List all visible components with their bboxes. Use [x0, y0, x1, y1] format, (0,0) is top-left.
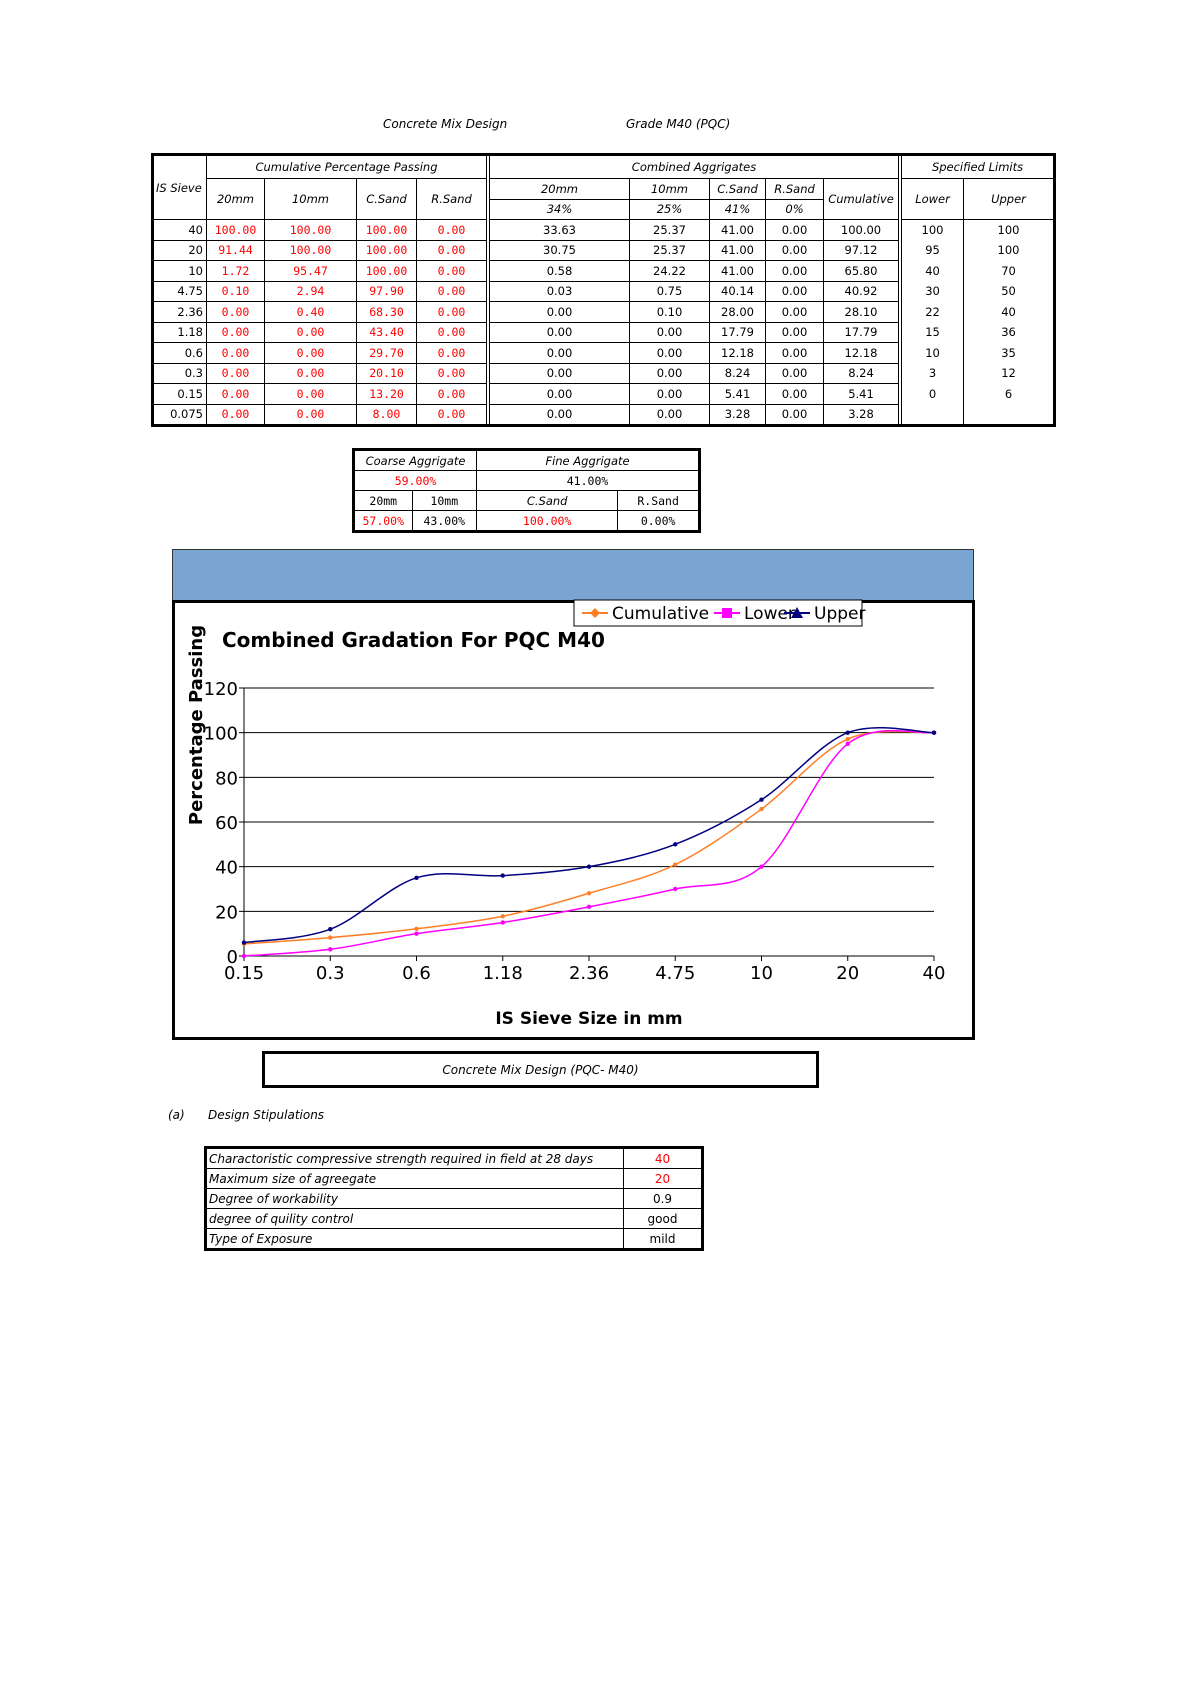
cum-col-header: C.Sand [357, 179, 417, 220]
cum-value-cell: 100.00 [357, 240, 417, 261]
comb-value-cell: 41.00 [710, 220, 766, 241]
cum-value-cell: 0.00 [417, 220, 487, 241]
table-row [153, 384, 1055, 405]
data-point-cumulative [846, 737, 850, 741]
upper-limit-cell: 36 [964, 322, 1055, 343]
comb-value-cell: 24.22 [630, 261, 710, 282]
comb-value-cell: 0.00 [766, 281, 824, 302]
lower-limit-cell: 40 [902, 261, 964, 282]
combined-group-header: Combined Aggrigates [490, 155, 899, 179]
stipulation-value: good [624, 1209, 703, 1229]
data-point-lower [846, 742, 850, 746]
limits-group-header: Specified Limits [902, 155, 1055, 179]
comb-value-cell: 0.00 [766, 261, 824, 282]
series-line-lower [244, 731, 934, 956]
coarse-aggregate-value: 59.00% [354, 471, 477, 491]
legend-label-upper: Upper [814, 604, 866, 624]
cum-value-cell: 0.00 [417, 302, 487, 323]
coarse-aggregate-label: Coarse Aggrigate [354, 450, 477, 471]
gradation-chart [172, 540, 982, 1040]
cum-value-cell: 0.00 [207, 322, 265, 343]
stipulations-label: (a) [168, 1108, 185, 1122]
cumulative-col-header: Cumulative [824, 179, 899, 220]
legend-label-cumulative: Cumulative [612, 604, 710, 624]
stipulation-label: degree of quility control [206, 1209, 624, 1229]
comb-value-cell: 0.00 [766, 322, 824, 343]
table-row [206, 1189, 703, 1209]
table-row [206, 1169, 703, 1189]
lower-limit-cell: 95 [902, 240, 964, 261]
data-point-lower [328, 947, 332, 951]
comb-value-cell: 3.28 [710, 404, 766, 426]
cum-value-cell: 2.94 [265, 281, 357, 302]
cumulative-value-cell: 40.92 [824, 281, 899, 302]
comb-col-header: R.Sand [766, 179, 824, 200]
ratio-value-rsand: 0.00% [618, 511, 700, 532]
cum-value-cell: 13.20 [357, 384, 417, 405]
comb-value-cell: 0.00 [766, 302, 824, 323]
comb-value-cell: 0.00 [630, 363, 710, 384]
cum-value-cell: 0.00 [417, 343, 487, 364]
data-point-lower [501, 920, 505, 924]
stipulation-value: 0.9 [624, 1189, 703, 1209]
comb-value-cell: 0.00 [490, 302, 630, 323]
cumulative-value-cell: 65.80 [824, 261, 899, 282]
table-row [153, 404, 1055, 426]
stipulation-value: 20 [624, 1169, 703, 1189]
upper-col-header: Upper [964, 179, 1055, 220]
doc-title: Concrete Mix Design [383, 117, 508, 131]
data-point-cumulative [587, 891, 591, 895]
comb-value-cell: 0.00 [766, 363, 824, 384]
sieve-size-cell: 0.075 [153, 404, 207, 426]
cumulative-value-cell: 100.00 [824, 220, 899, 241]
upper-limit-cell [964, 404, 1055, 426]
data-point-upper [587, 864, 591, 868]
doc-grade: Grade M40 (PQC) [626, 117, 731, 131]
fine-aggregate-value: 41.00% [477, 471, 700, 491]
cum-value-cell: 0.00 [265, 363, 357, 384]
data-point-lower [242, 954, 246, 958]
cum-value-cell: 0.00 [207, 384, 265, 405]
upper-limit-cell: 35 [964, 343, 1055, 364]
stipulation-label: Degree of workability [206, 1189, 624, 1209]
ratio-col-rsand: R.Sand [618, 491, 700, 511]
comb-value-cell: 0.00 [630, 322, 710, 343]
table-row [153, 322, 1055, 343]
comb-value-cell: 0.00 [630, 404, 710, 426]
stipulation-label: Maximum size of agreegate [206, 1169, 624, 1189]
cum-value-cell: 100.00 [265, 220, 357, 241]
comb-value-cell: 0.10 [630, 302, 710, 323]
lower-limit-cell: 10 [902, 343, 964, 364]
lower-limit-cell [902, 404, 964, 426]
cum-value-cell: 100.00 [207, 220, 265, 241]
y-tick-label: 20 [215, 902, 238, 924]
x-tick-label: 1.18 [482, 963, 523, 984]
sieve-size-cell: 2.36 [153, 302, 207, 323]
ratio-col-csand: C.Sand [477, 491, 618, 511]
cumulative-value-cell: 17.79 [824, 322, 899, 343]
cum-value-cell: 0.00 [417, 322, 487, 343]
upper-limit-cell: 12 [964, 363, 1055, 384]
cum-value-cell: 97.90 [357, 281, 417, 302]
gradation-table [151, 153, 1056, 427]
comb-value-cell: 41.00 [710, 261, 766, 282]
cum-value-cell: 1.72 [207, 261, 265, 282]
comb-value-cell: 17.79 [710, 322, 766, 343]
comb-value-cell: 25.37 [630, 240, 710, 261]
lower-col-header: Lower [902, 179, 964, 220]
data-point-lower [587, 905, 591, 909]
comb-value-cell: 0.00 [766, 240, 824, 261]
cum-value-cell: 0.40 [265, 302, 357, 323]
cum-value-cell: 20.10 [357, 363, 417, 384]
table-row [206, 1229, 703, 1250]
lower-limit-cell: 30 [902, 281, 964, 302]
data-point-upper [759, 797, 763, 801]
cum-value-cell: 100.00 [265, 240, 357, 261]
y-tick-label: 100 [203, 723, 238, 745]
sieve-size-cell: 4.75 [153, 281, 207, 302]
x-axis-label: IS Sieve Size in mm [495, 1009, 683, 1029]
x-tick-label: 0.15 [223, 963, 265, 984]
cum-value-cell: 0.00 [207, 363, 265, 384]
ratio-value-10mm: 43.00% [412, 511, 477, 532]
comb-value-cell: 0.00 [630, 343, 710, 364]
cumulative-group-header: Cumulative Percentage Passing [207, 155, 487, 179]
lower-limit-cell: 3 [902, 363, 964, 384]
comb-value-cell: 25.37 [630, 220, 710, 241]
table-row [153, 261, 1055, 282]
comb-value-cell: 28.00 [710, 302, 766, 323]
data-point-upper [328, 927, 332, 931]
comb-value-cell: 0.75 [630, 281, 710, 302]
comb-value-cell: 30.75 [490, 240, 630, 261]
x-tick-label: 2.36 [568, 963, 610, 984]
stipulation-value: 40 [624, 1148, 703, 1169]
stipulations-title: Design Stipulations [208, 1108, 325, 1122]
data-point-upper [414, 876, 418, 880]
y-tick-label: 0 [226, 947, 238, 968]
x-tick-label: 40 [922, 963, 946, 984]
upper-limit-cell: 50 [964, 281, 1055, 302]
ratio-value-csand: 100.00% [477, 511, 618, 532]
cum-value-cell: 8.00 [357, 404, 417, 426]
mix-design-caption: Concrete Mix Design (PQC- M40) [262, 1051, 819, 1088]
table-row [153, 281, 1055, 302]
sieve-size-cell: 1.18 [153, 322, 207, 343]
table-row [153, 363, 1055, 384]
cumulative-value-cell: 12.18 [824, 343, 899, 364]
cum-value-cell: 95.47 [265, 261, 357, 282]
comb-pct-header: 41% [710, 199, 766, 220]
upper-limit-cell: 70 [964, 261, 1055, 282]
data-point-lower [759, 864, 763, 868]
comb-value-cell: 12.18 [710, 343, 766, 364]
data-point-cumulative [759, 807, 763, 811]
comb-value-cell: 5.41 [710, 384, 766, 405]
stipulation-label: Type of Exposure [206, 1229, 624, 1250]
comb-value-cell: 41.00 [710, 240, 766, 261]
comb-value-cell: 0.58 [490, 261, 630, 282]
y-tick-label: 80 [215, 768, 238, 790]
cum-value-cell: 0.00 [207, 404, 265, 426]
data-point-cumulative [501, 914, 505, 918]
comb-col-header: C.Sand [710, 179, 766, 200]
x-tick-label: 0.6 [402, 963, 431, 984]
comb-value-cell: 8.24 [710, 363, 766, 384]
data-point-upper [501, 873, 505, 877]
cum-value-cell: 0.00 [417, 404, 487, 426]
comb-value-cell: 0.00 [630, 384, 710, 405]
upper-limit-cell: 6 [964, 384, 1055, 405]
cum-col-header: R.Sand [417, 179, 487, 220]
cumulative-value-cell: 97.12 [824, 240, 899, 261]
table-row [206, 1148, 703, 1169]
comb-value-cell: 0.00 [766, 220, 824, 241]
legend-marker-lower [722, 608, 732, 618]
table-row [153, 343, 1055, 364]
design-stipulations-table [204, 1146, 704, 1251]
y-axis-label: Percentage Passing [186, 624, 207, 826]
series-line-upper [244, 728, 934, 943]
comb-value-cell: 0.00 [766, 343, 824, 364]
cumulative-value-cell: 5.41 [824, 384, 899, 405]
cum-value-cell: 0.00 [265, 343, 357, 364]
sieve-size-cell: 40 [153, 220, 207, 241]
sieve-size-cell: 10 [153, 261, 207, 282]
table-row [153, 302, 1055, 323]
lower-limit-cell: 100 [902, 220, 964, 241]
x-tick-label: 10 [750, 963, 773, 984]
data-point-cumulative [414, 927, 418, 931]
cumulative-value-cell: 8.24 [824, 363, 899, 384]
comb-pct-header: 25% [630, 199, 710, 220]
data-point-upper [242, 940, 246, 944]
cumulative-value-cell: 28.10 [824, 302, 899, 323]
cum-value-cell: 0.00 [417, 261, 487, 282]
data-point-upper [932, 730, 936, 734]
fine-aggregate-label: Fine Aggrigate [477, 450, 700, 471]
data-point-cumulative [328, 935, 332, 939]
cum-col-header: 10mm [265, 179, 357, 220]
ratio-value-20mm: 57.00% [354, 511, 413, 532]
data-point-upper [846, 730, 850, 734]
y-tick-label: 60 [215, 813, 238, 834]
x-tick-label: 0.3 [315, 963, 345, 984]
stipulation-label: Charactoristic compressive strength required in field at 28 days [206, 1148, 624, 1169]
cum-value-cell: 43.40 [357, 322, 417, 343]
lower-limit-cell: 0 [902, 384, 964, 405]
cum-value-cell: 0.00 [417, 281, 487, 302]
comb-value-cell: 0.00 [766, 404, 824, 426]
chart-title: Combined Gradation For PQC M40 [222, 628, 605, 652]
cum-value-cell: 0.10 [207, 281, 265, 302]
data-point-upper [673, 842, 677, 846]
x-tick-label: 20 [836, 963, 860, 984]
stipulation-value: mild [624, 1229, 703, 1250]
comb-value-cell: 0.00 [490, 404, 630, 426]
cum-value-cell: 0.00 [265, 322, 357, 343]
comb-pct-header: 0% [766, 199, 824, 220]
cum-value-cell: 0.00 [207, 302, 265, 323]
comb-value-cell: 33.63 [490, 220, 630, 241]
table-row [153, 240, 1055, 261]
table-row [153, 220, 1055, 241]
comb-col-header: 20mm [490, 179, 630, 200]
cum-value-cell: 100.00 [357, 220, 417, 241]
data-point-lower [673, 887, 677, 891]
comb-col-header: 10mm [630, 179, 710, 200]
cumulative-value-cell: 3.28 [824, 404, 899, 426]
cum-value-cell: 0.00 [417, 384, 487, 405]
cum-value-cell: 0.00 [417, 363, 487, 384]
upper-limit-cell: 100 [964, 220, 1055, 241]
comb-pct-header: 34% [490, 199, 630, 220]
data-point-lower [414, 931, 418, 935]
comb-value-cell: 0.00 [766, 384, 824, 405]
cum-value-cell: 0.00 [265, 384, 357, 405]
cum-value-cell: 0.00 [207, 343, 265, 364]
cum-value-cell: 0.00 [265, 404, 357, 426]
upper-limit-cell: 100 [964, 240, 1055, 261]
data-point-cumulative [673, 862, 677, 866]
comb-value-cell: 0.00 [490, 343, 630, 364]
sieve-size-cell: 0.3 [153, 363, 207, 384]
sieve-size-cell: 0.6 [153, 343, 207, 364]
ratio-col-10mm: 10mm [412, 491, 477, 511]
lower-limit-cell: 22 [902, 302, 964, 323]
y-tick-label: 40 [215, 857, 238, 879]
aggregate-ratio-table [352, 448, 701, 533]
sieve-size-cell: 0.15 [153, 384, 207, 405]
table-row [206, 1209, 703, 1229]
cum-value-cell: 0.00 [417, 240, 487, 261]
sieve-size-cell: 20 [153, 240, 207, 261]
comb-value-cell: 0.00 [490, 363, 630, 384]
cum-value-cell: 100.00 [357, 261, 417, 282]
ratio-col-20mm: 20mm [354, 491, 413, 511]
legend-label-lower: Lower [744, 604, 795, 624]
cum-value-cell: 29.70 [357, 343, 417, 364]
y-tick-label: 120 [203, 679, 238, 700]
comb-value-cell: 0.03 [490, 281, 630, 302]
x-tick-label: 4.75 [655, 963, 696, 984]
comb-value-cell: 0.00 [490, 384, 630, 405]
cum-col-header: 20mm [207, 179, 265, 220]
cum-value-cell: 91.44 [207, 240, 265, 261]
comb-value-cell: 40.14 [710, 281, 766, 302]
comb-value-cell: 0.00 [490, 322, 630, 343]
cum-value-cell: 68.30 [357, 302, 417, 323]
lower-limit-cell: 15 [902, 322, 964, 343]
is-sieve-header: IS Sieve [153, 155, 207, 220]
upper-limit-cell: 40 [964, 302, 1055, 323]
